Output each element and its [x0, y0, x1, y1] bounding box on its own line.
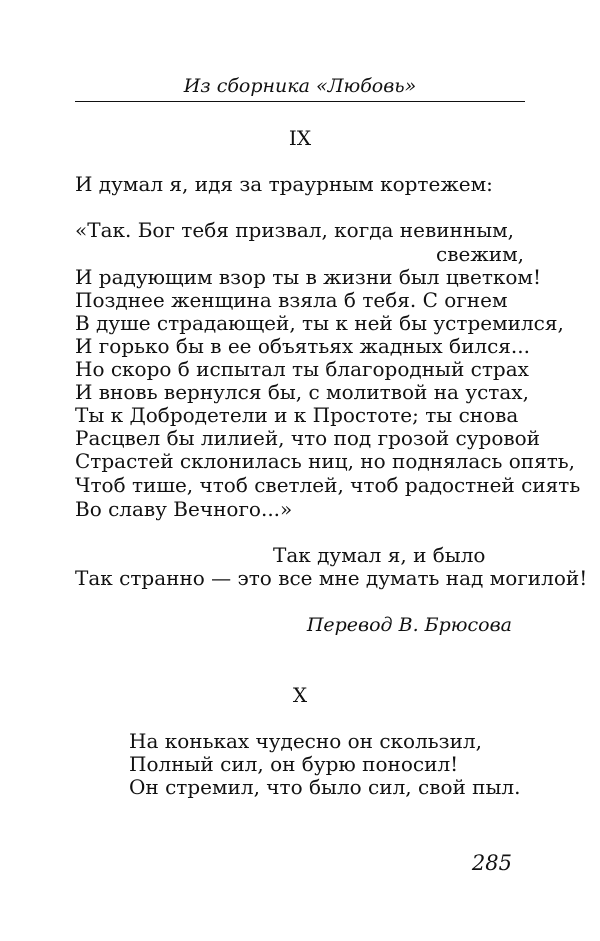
- poem-line: И вновь вернулся бы, с молитвой на устах,: [75, 380, 529, 404]
- poem-line: Позднее женщина взяла б тебя. С огнем: [75, 288, 508, 312]
- translator-credit: Перевод В. Брюсова: [306, 614, 512, 636]
- poem-line: Так думал я, и было: [273, 543, 486, 567]
- poem-line: В душе страдающей, ты к ней бы устремился,: [75, 311, 564, 335]
- poem-line: Ты к Добродетели и к Простоте; ты снова: [75, 403, 519, 427]
- poem-line: Полный сил, он бурю поносил!: [129, 752, 459, 776]
- poem-line: «Так. Бог тебя призвал, когда невинным,: [75, 218, 515, 242]
- poem-line: Чтоб тише, чтоб светлей, чтоб радостней сиять: [75, 473, 581, 497]
- page-number: 285: [471, 851, 512, 875]
- section-number-x: X: [292, 683, 308, 707]
- poem-line: Во славу Вечного...»: [75, 497, 293, 521]
- poem-line-continuation: свежим,: [436, 242, 524, 266]
- poem-line: Но скоро б испытал ты благородный страх: [75, 357, 529, 381]
- running-title: Из сборника «Любовь»: [183, 75, 417, 97]
- poem-line: На коньках чудесно он скользил,: [129, 729, 482, 753]
- poem-line: Он стремил, что было сил, свой пыл.: [129, 775, 521, 799]
- poem-line: Страстей склонилась ниц, но поднялась опять,: [75, 449, 576, 473]
- poem-line: Расцвел бы лилией, что под грозой суровой: [75, 426, 540, 450]
- poem-line: И радующим взор ты в жизни был цветком!: [75, 265, 542, 289]
- section-number-ix: IX: [288, 126, 312, 150]
- poem-line: Так странно — это все мне думать над могилой!: [75, 566, 588, 590]
- header-rule: [75, 101, 525, 102]
- poem-line: И горько бы в ее объятьях жадных бился...: [75, 334, 530, 358]
- poem-line: И думал я, идя за траурным кортежем:: [75, 172, 493, 196]
